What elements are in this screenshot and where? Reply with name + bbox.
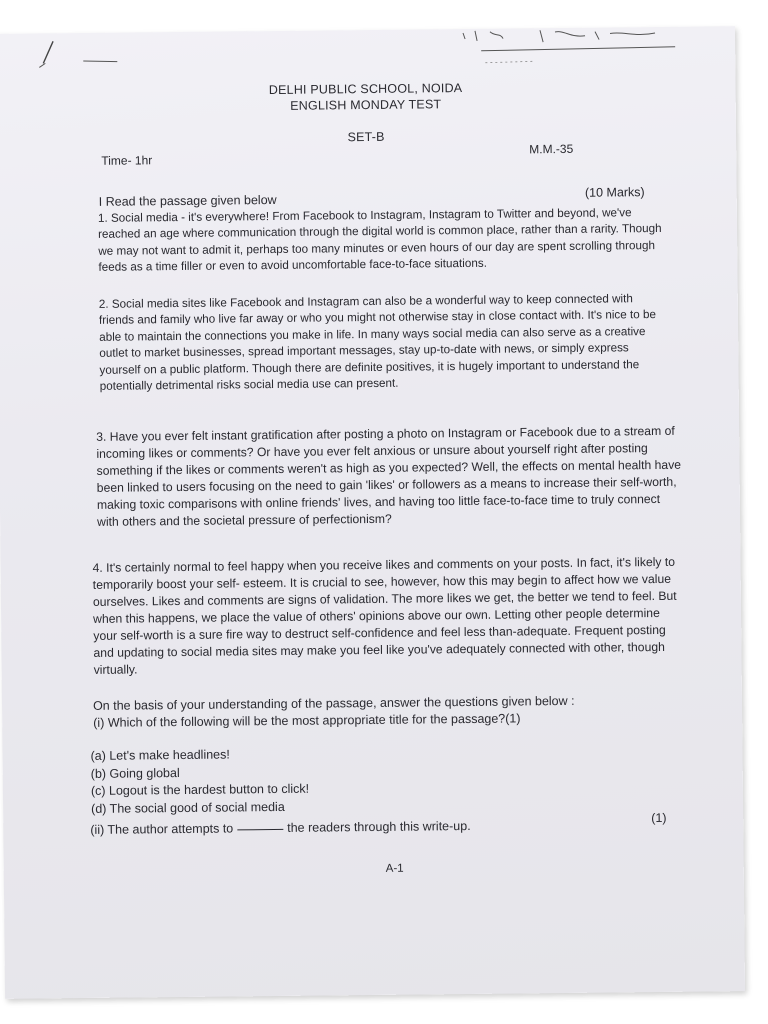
answer-blank — [237, 829, 283, 830]
option-d: (d) The social good of social media — [91, 799, 285, 816]
question-1: (i) Which of the following will be the most appropriate title for the passage?(1) — [93, 711, 521, 730]
passage-paragraph-4: 4. It's certainly normal to feel happy when you receive likes and comments on your posts. In fact, it's likely to temporarily boost your self- esteem. It is crucial to see, however, how this may begin to affect how we value ourselves. Likes and comments are signs of validation. The more likes we get, the better we tend to feel. But when this happens, we place the value of others' opinions above our own. Letting other people determine your self-worth is a sure fire way to destruct self-confidence and feel less than-adequate. Frequent posting and updating to social media sites may make you feel like you've adequately connected with other, though virtually. — [92, 554, 677, 677]
question-2 — [90, 817, 680, 837]
option-c: (c) Logout is the hardest button to click! — [90, 781, 310, 799]
option-a: (a) Let's make headlines! — [90, 747, 230, 763]
question-1-options — [90, 742, 691, 819]
time-label: Time- 1hr — [101, 153, 153, 168]
passage-paragraph-1: 1. Social media - it's everywhere! From Facebook to Instagram, Instagram to Twitter and beyond, we've reached an age where communication through the digital world is common place, rather than a rarity. Though we may not want to admit it, perhaps too many minutes or even hours of our day are spent scrolling through feeds as a time filler or even to avoid uncomfortable face-to-face situations. — [97, 206, 662, 275]
set-label: SET-B — [347, 129, 385, 145]
passage-paragraph-3: 3. Have you ever felt instant gratification after posting a photo on Instagram or Facebook due to a stream of incoming likes or comments? Or have you ever felt anxious or unsure about yourself right after posting something if the likes or comments weren't as high as you expected? Well, the effects on mental health have been linked to users focusing on the need to gain 'likes' or followers as a means to increase their self-worth, making toxic comparisons with online friends' lives, and having too little face-to-face time to truly connect with others and the societal pressure of perfectionism? — [96, 423, 682, 529]
questions-intro — [93, 692, 673, 732]
question-2-end: the readers through this write-up. — [287, 818, 471, 835]
section-title: I Read the passage given below — [98, 192, 277, 209]
page-number: A-1 — [385, 862, 404, 875]
passage-paragraph-2: 2. Social media sites like Facebook and Instagram can also be a wonderful way to keep connected with friends and family who live far away or who you might not otherwise stay in close contact with. It's nice to be able to maintain the connections you make in life. In many ways social media can also serve as a creative outlet to market businesses, spread important messages, stay up-to-date with news, or simply express yourself on a public platform. Though there are definite positives, it is hugely important to understand the potentially detrimental risks social media use can present. — [98, 292, 657, 393]
questions-instruction: On the basis of your understanding of the passage, answer the questions given below : — [92, 693, 575, 713]
school-name: DELHI PUBLIC SCHOOL, NOIDA — [268, 81, 463, 98]
question-2-marks: (1) — [651, 810, 667, 826]
option-b: (b) Going global — [90, 765, 180, 781]
test-title: ENGLISH MONDAY TEST — [290, 97, 442, 113]
question-2-start: (ii) The author attempts to — [90, 821, 234, 837]
exam-paper — [0, 26, 745, 999]
section-marks: (10 Marks) — [584, 185, 645, 200]
max-marks-label: M.M.-35 — [529, 141, 574, 157]
